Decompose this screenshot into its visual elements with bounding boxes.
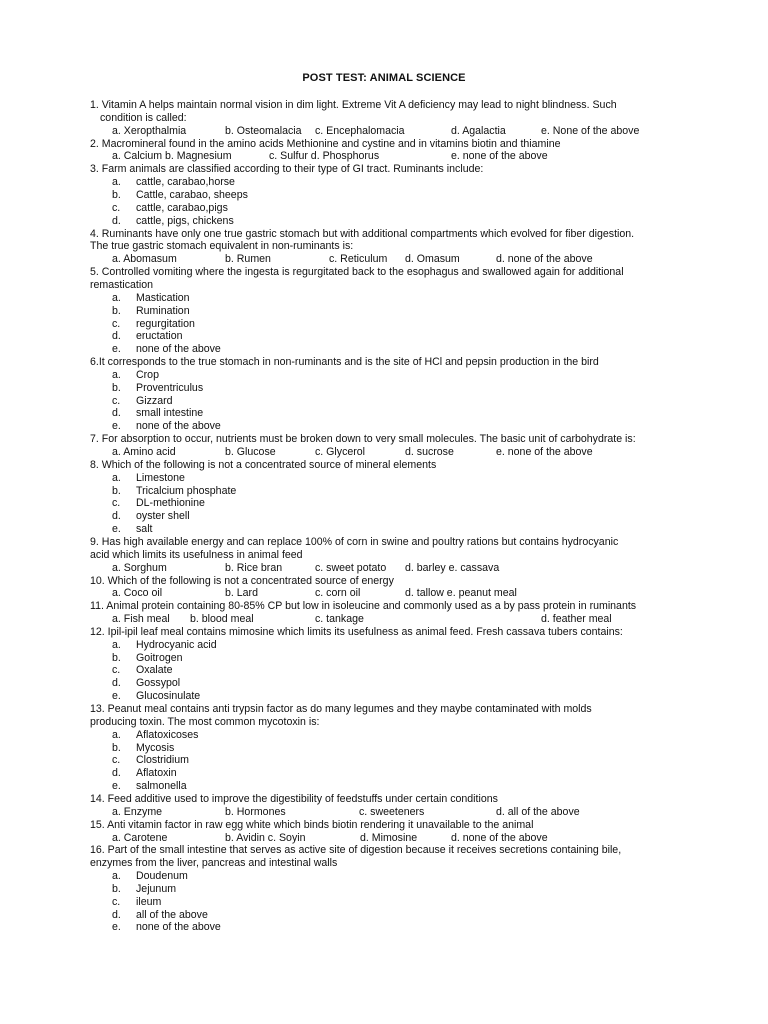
option-text: Rumination [136,304,190,317]
option-text: Aflatoxin [136,767,177,780]
option-text: Doudenum [136,870,188,882]
option-letter: e. [112,690,121,703]
option-text: eructation [136,330,183,343]
question-text-continued: enzymes from the liver, pancreas and intestinal walls [90,857,338,870]
option-text: Glucosinulate [136,690,201,703]
question-text: 3. Farm animals are classified according to their type of GI tract. Ruminants include: [90,163,484,176]
option-text: Cattle, carabao, sheeps [136,188,248,201]
option-letter: d. [112,767,121,780]
option-text: Clostridium [136,754,189,767]
answer-option: c. Reticulum [329,253,388,266]
answer-option: d. feather meal [541,613,612,625]
answer-option: c. Sulfur d. Phosphorus [269,150,380,163]
question-text: 4. Ruminants have only one true gastric stomach but with additional compartments which evolved for fiber digestion. [90,227,635,240]
option-letter: d. [112,908,121,921]
question-text: 11. Animal protein containing 80-85% CP but low in isoleucine and commonly used as a by pass protein in ruminants [90,600,637,613]
answer-option: d. tallow e. peanut meal [405,587,517,600]
option-text: Gizzard [136,394,173,407]
answer-option: e. none of the above [496,446,593,458]
option-letter: c. [112,664,121,677]
answer-option: c. sweeteners [359,805,425,818]
option-letter: d. [112,330,121,343]
option-letter: e. [112,343,121,356]
answer-option: e. None of the above [541,124,640,137]
question-text: 12. Ipil-ipil leaf meal contains mimosine which limits its usefulness as animal feed. Fresh cassava tubers contains: [90,625,623,638]
option-letter: d. [112,510,121,523]
option-letter: c. [112,394,121,407]
option-text: cattle, pigs, chickens [136,214,234,227]
option-text: salt [136,523,153,536]
option-letter: a. [112,291,121,304]
answer-option: a. Amino acid [112,446,176,458]
question-text: 10. Which of the following is not a concentrated source of energy [90,574,394,587]
option-text: regurgitation [136,317,195,330]
answer-option: d. Mimosine [360,831,418,844]
question-text-continued: condition is called: [100,111,187,124]
question-text: 16. Part of the small intestine that serves as active site of digestion because it receives secretions containing bile, [90,844,622,857]
option-text: Proventriculus [136,381,204,394]
option-letter: c. [112,497,121,510]
answer-option: b. Rice bran [225,561,283,574]
option-letter: e. [112,780,121,793]
question-text: 15. Anti vitamin factor in raw egg white which binds biotin rendering it unavailable to the animal [90,818,534,831]
option-text: Hydrocyanic acid [136,638,217,651]
answer-option: a. Sorghum [112,561,167,574]
answer-option: b. Lard [225,587,258,600]
option-letter: d. [112,677,121,690]
option-text: Mycosis [136,741,175,754]
option-letter: d. [112,214,121,227]
question-text-continued: acid which limits its usefulness in animal feed [90,548,303,561]
option-letter: a. [112,368,121,381]
option-text: oyster shell [136,510,190,523]
option-letter: b. [112,741,121,754]
answer-option: b. Rumen [225,253,271,266]
option-letter: b. [112,484,121,497]
option-text: Limestone [136,471,185,484]
answer-option: a. Abomasum [112,253,177,266]
answer-option: a. Calcium b. Magnesium [112,150,232,163]
question-text: 14. Feed additive used to improve the digestibility of feedstuffs under certain conditions [90,792,498,805]
answer-option: e. none of the above [451,150,548,163]
answer-option: a. Enzyme [112,805,163,818]
option-text: none of the above [136,343,221,356]
option-text: Aflatoxicoses [136,728,199,741]
question-text: 7. For absorption to occur, nutrients must be broken down to very small molecules. The basic unit of carbohydrate is: [90,433,636,446]
question-text-continued: The true gastric stomach equivalent in non-ruminants is: [90,240,354,253]
answer-option: a. Fish meal [112,613,170,625]
question-text: 2. Macromineral found in the amino acids Methionine and cystine and in vitamins biotin and thiamine [90,137,561,150]
answer-option: d. sucrose [405,446,454,458]
option-letter: e. [112,921,121,934]
option-letter: e. [112,420,121,433]
answer-option: b. Glucose [225,446,276,458]
option-text: Jejunum [136,882,177,895]
option-text: Goitrogen [136,651,183,664]
option-letter: b. [112,651,121,664]
option-text: cattle, carabao,pigs [136,201,228,214]
answer-option: c. Glycerol [315,446,366,458]
question-text: 9. Has high available energy and can replace 100% of corn in swine and poultry rations but contains hydrocyanic [90,535,619,548]
option-letter: a. [112,176,121,189]
page-title: POST TEST: ANIMAL SCIENCE [302,72,466,84]
answer-option: c. Encephalomacia [315,124,405,137]
answer-option: c. corn oil [315,587,361,600]
option-letter: a. [112,638,121,651]
answer-option: c. tankage [315,613,364,625]
option-text: Tricalcium phosphate [136,484,237,497]
option-letter: b. [112,304,121,317]
answer-option: b. Osteomalacia [225,124,302,137]
answer-option: d. none of the above [496,253,593,266]
option-text: Crop [136,368,159,381]
answer-option: d. Omasum [405,253,460,266]
option-letter: c. [112,201,121,214]
question-text: 6.It corresponds to the true stomach in non-ruminants and is the site of HCl and pepsin production in the bird [90,356,599,368]
option-text: cattle, carabao,horse [136,176,235,189]
option-text: none of the above [136,420,221,433]
option-letter: d. [112,407,121,420]
question-text-continued: producing toxin. The most common mycotoxin is: [90,715,320,728]
option-text: Oxalate [136,664,173,677]
option-text: all of the above [136,908,208,921]
answer-option: a. Carotene [112,831,168,844]
answer-option: c. sweet potato [315,561,387,574]
answer-option: d. none of the above [451,831,548,844]
option-text: ileum [136,895,162,908]
option-letter: a. [112,471,121,484]
answer-option: d. Agalactia [451,124,506,137]
answer-option: b. blood meal [190,613,254,625]
option-text: DL-methionine [136,497,205,510]
question-text: 1. Vitamin A helps maintain normal vision in dim light. Extreme Vit A deficiency may lead to night blindness. Such [90,99,617,111]
option-letter: b. [112,381,121,394]
answer-option: a. Coco oil [112,587,163,600]
option-letter: b. [112,188,121,201]
option-text: Gossypol [136,677,181,690]
answer-option: d. all of the above [496,805,580,818]
option-letter: b. [112,882,121,895]
option-text: salmonella [136,780,187,793]
option-letter: c. [112,895,121,908]
option-letter: c. [112,317,121,330]
answer-option: b. Hormones [225,805,286,818]
option-text: none of the above [136,921,221,934]
option-text: Mastication [136,291,190,304]
answer-option: d. barley e. cassava [405,561,500,574]
option-letter: a. [112,728,121,741]
option-letter: e. [112,523,121,536]
option-letter: c. [112,754,121,767]
question-text-continued: remastication [90,278,153,291]
question-text: 5. Controlled vomiting where the ingesta is regurgitated back to the esophagus and swallowed again for additional [90,266,624,278]
option-text: small intestine [136,407,204,420]
answer-option: a. Xeropthalmia [112,124,187,137]
question-text: 13. Peanut meal contains anti trypsin factor as do many legumes and they maybe contaminated with molds [90,703,592,715]
answer-option: b. Avidin c. Soyin [225,831,306,844]
question-text: 8. Which of the following is not a concentrated source of mineral elements [90,458,437,471]
option-letter: a. [112,870,121,882]
